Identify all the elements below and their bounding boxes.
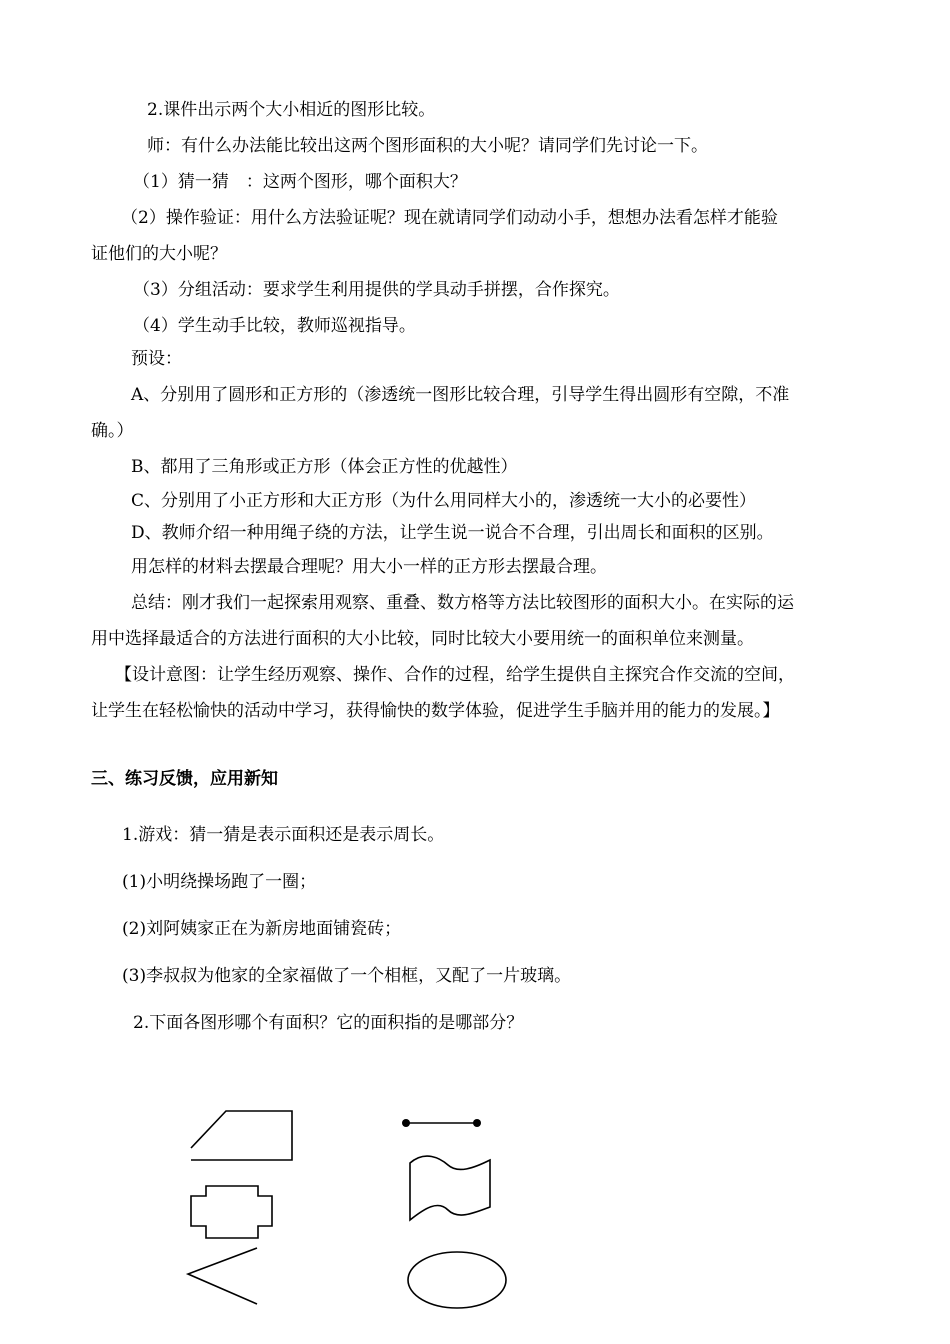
paragraph: 2.下面各图形哪个有面积？它的面积指的是哪部分？ [133,1013,524,1033]
angle-shape [188,1248,257,1304]
paragraph: 师：有什么办法能比较出这两个图形面积的大小呢？请同学们先讨论一下。 [147,136,708,156]
paragraph: (1)小明绕操场跑了一圈； [122,872,317,892]
paragraph: 预设： [131,349,182,369]
paragraph: 1.游戏：猜一猜是表示面积还是表示周长。 [122,825,445,845]
paragraph: 让学生在轻松愉快的活动中学习，获得愉快的数学体验，促进学生手脑并用的能力的发展。】 [91,701,780,721]
section-heading: 三、练习反馈，应用新知 [91,769,278,789]
paragraph: 用怎样的材料去摆最合理呢？用大小一样的正方形去摆最合理。 [131,557,607,577]
paragraph: （3）分组活动：要求学生利用提供的学具动手拼摆，合作探究。 [133,280,620,300]
paragraph: 2.课件出示两个大小相近的图形比较。 [147,100,436,120]
ellipse-shape [408,1252,506,1308]
paragraph: 总结：刚才我们一起探索用观察、重叠、数方格等方法比较图形的面积大小。在实际的运 [131,593,794,613]
paragraph: （2）操作验证：用什么方法验证呢？现在就请同学们动动小手，想想办法看怎样才能验 [121,208,778,228]
cross-shape [191,1186,272,1238]
paragraph: B、都用了三角形或正方形（体会正方性的优越性） [131,457,518,477]
paragraph: 【设计意图：让学生经历观察、操作、合作的过程，给学生提供自主探究合作交流的空间， [115,665,795,685]
paragraph: (3)李叔叔为他家的全家福做了一个相框，又配了一片玻璃。 [122,966,572,986]
paragraph: 证他们的大小呢？ [91,244,227,264]
paragraph: D、教师介绍一种用绳子绕的方法，让学生说一说合不合理，引出周长和面积的区别。 [131,523,774,543]
paragraph: C、分别用了小正方形和大正方形（为什么用同样大小的，渗透统一大小的必要性） [131,491,757,511]
paragraph: A、分别用了圆形和正方形的（渗透统一图形比较合理，引导学生得出圆形有空隙，不准 [131,385,790,405]
paragraph: 用中选择最适合的方法进行面积的大小比较，同时比较大小要用统一的面积单位来测量。 [91,629,754,649]
paragraph: 确。） [91,421,134,441]
segment-endpoint-right [473,1119,481,1127]
segment-endpoint-left [402,1119,410,1127]
paragraph: （1）猜一猜 ：这两个图形，哪个面积大？ [133,172,467,192]
paragraph: （4）学生动手比较，教师巡视指导。 [133,316,416,336]
paragraph: (2)刘阿姨家正在为新房地面铺瓷砖； [122,919,402,939]
wavy-sheet-shape [410,1156,490,1220]
trapezoid-shape [191,1111,292,1160]
